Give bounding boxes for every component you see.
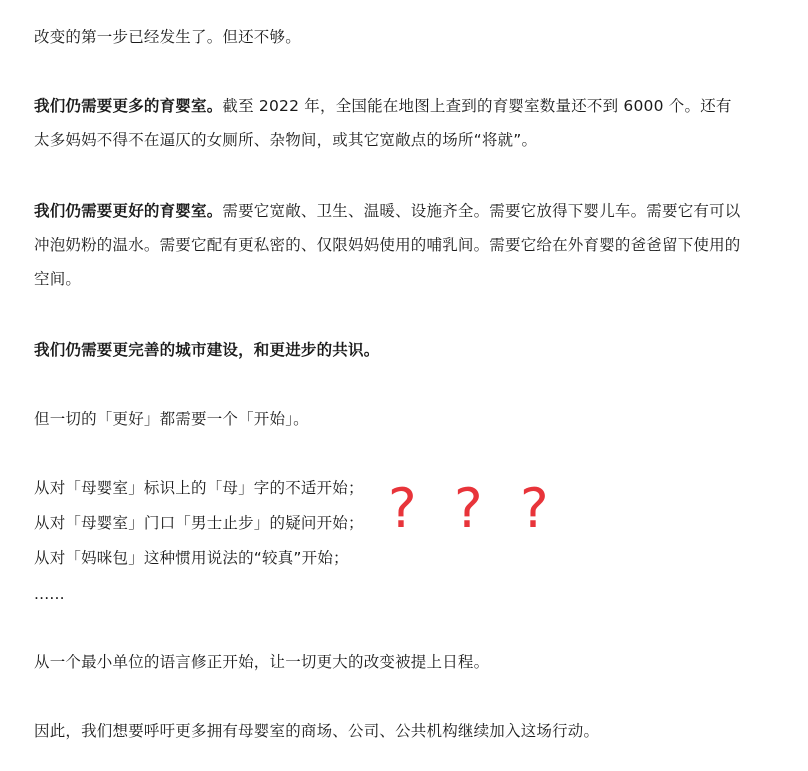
ellipsis: ...... xyxy=(34,585,65,603)
paragraph-intro: 改变的第一步已经发生了。但还不够。 xyxy=(34,28,301,46)
bold-heading-better-rooms: 我们仍需要更好的育婴室。 xyxy=(34,202,223,220)
question-mark: ? xyxy=(454,477,483,540)
paragraph-city-consensus: 我们仍需要更完善的城市建设，和更进步的共识。 xyxy=(34,341,380,359)
paragraph-more-rooms-text: 截至 2022 年，全国能在地图上查到的育婴室数量还不到 6000 个。还有太多妈妈不得不在逼仄的女厕所、杂物间，或其它宽敞点的场所“将就”。 xyxy=(34,97,732,149)
paragraph-start: 但一切的「更好」都需要一个「开始」。 xyxy=(34,410,309,428)
question-mark: ? xyxy=(520,477,549,540)
list-item: 从对「母婴室」门口「男士止步」的疑问开始； xyxy=(34,514,364,532)
paragraph-better-rooms xyxy=(34,194,746,296)
question-marks-annotation xyxy=(388,478,568,542)
list-item: 从对「妈咪包」这种惯用说法的“较真”开始； xyxy=(34,549,349,567)
paragraph-better-rooms-text: 需要它宽敞、卫生、温暖、设施齐全。需要它放得下婴儿车。需要它有可以冲泡奶粉的温水。需要它配有更私密的、仅限妈妈使用的哺乳间。需要它给在外育婴的爸爸留下使用的空间。 xyxy=(34,202,741,288)
list-item: 从对「母婴室」标识上的「母」字的不适开始； xyxy=(34,479,364,497)
bold-heading-more-rooms: 我们仍需要更多的育婴室。 xyxy=(34,97,223,115)
question-mark: ? xyxy=(388,477,417,540)
paragraph-more-rooms xyxy=(34,89,746,157)
paragraph-language-fix: 从一个最小单位的语言修正开始，让一切更大的改变被提上日程。 xyxy=(34,653,490,671)
paragraph-call-to-action: 因此，我们想要呼吁更多拥有母婴室的商场、公司、公共机构继续加入这场行动。 xyxy=(34,722,600,740)
